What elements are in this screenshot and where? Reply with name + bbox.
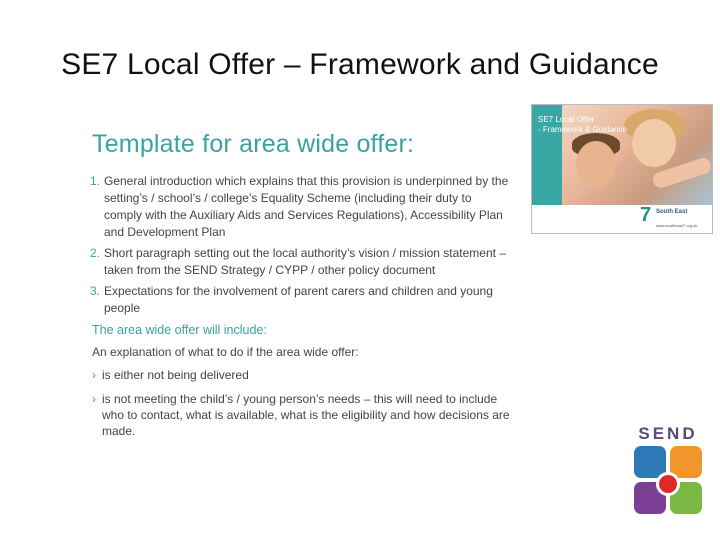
cover-title — [538, 115, 658, 135]
south-east-logo: South East — [656, 209, 688, 215]
chevron-right-icon: › — [92, 368, 96, 382]
cover-url: www.southeast7.org.uk — [656, 223, 698, 228]
list-item — [90, 173, 510, 241]
document-cover-image — [531, 104, 713, 234]
list-item — [90, 245, 510, 279]
chevron-right-icon: › — [92, 392, 96, 406]
list-number: 1. — [90, 174, 101, 188]
bullet-text: is either not being delivered — [102, 368, 249, 382]
cover-title-line2: - Framework & Guidance — [538, 125, 627, 134]
list-text: Short paragraph setting out the local authority’s vision / mission statement – taken from the SEND Strategy / CYPP / other policy document — [104, 246, 506, 277]
list-text: Expectations for the involvement of parent carers and children and young people — [104, 284, 493, 315]
explanation-text: An explanation of what to do if the area wide offer: — [92, 345, 359, 359]
bullet-item — [92, 391, 510, 439]
cover-title-line1: SE7 Local Offer — [538, 115, 595, 124]
numbered-list — [90, 173, 510, 317]
bullet-item — [92, 367, 510, 383]
list-item — [90, 283, 510, 317]
list-text: General introduction which explains that this provision is underpinned by the setting’s / school’s / college’s Equality Scheme (including their duty to comply with the Auxiliary Aids and Services Regulations), Accessibility Plan and Development Plan — [104, 174, 509, 239]
bullet-text: is not meeting the child’s / young person’s needs – this will need to include who to contact, what is available, what is the eligibility and how decisions are made. — [102, 392, 510, 438]
list-number: 2. — [90, 246, 101, 260]
template-content — [90, 130, 510, 447]
face-shape — [576, 141, 616, 187]
template-heading: Template for area wide offer: — [92, 130, 415, 158]
seven-mark: 7 — [640, 204, 652, 226]
send-logo — [632, 424, 704, 516]
list-number: 3. — [90, 284, 101, 298]
include-heading: The area wide offer will include: — [92, 323, 267, 337]
logo-center-dot — [656, 472, 680, 496]
send-logo-text: SEND — [638, 424, 698, 443]
slide-title: SE7 Local Offer – Framework and Guidance — [61, 48, 659, 81]
